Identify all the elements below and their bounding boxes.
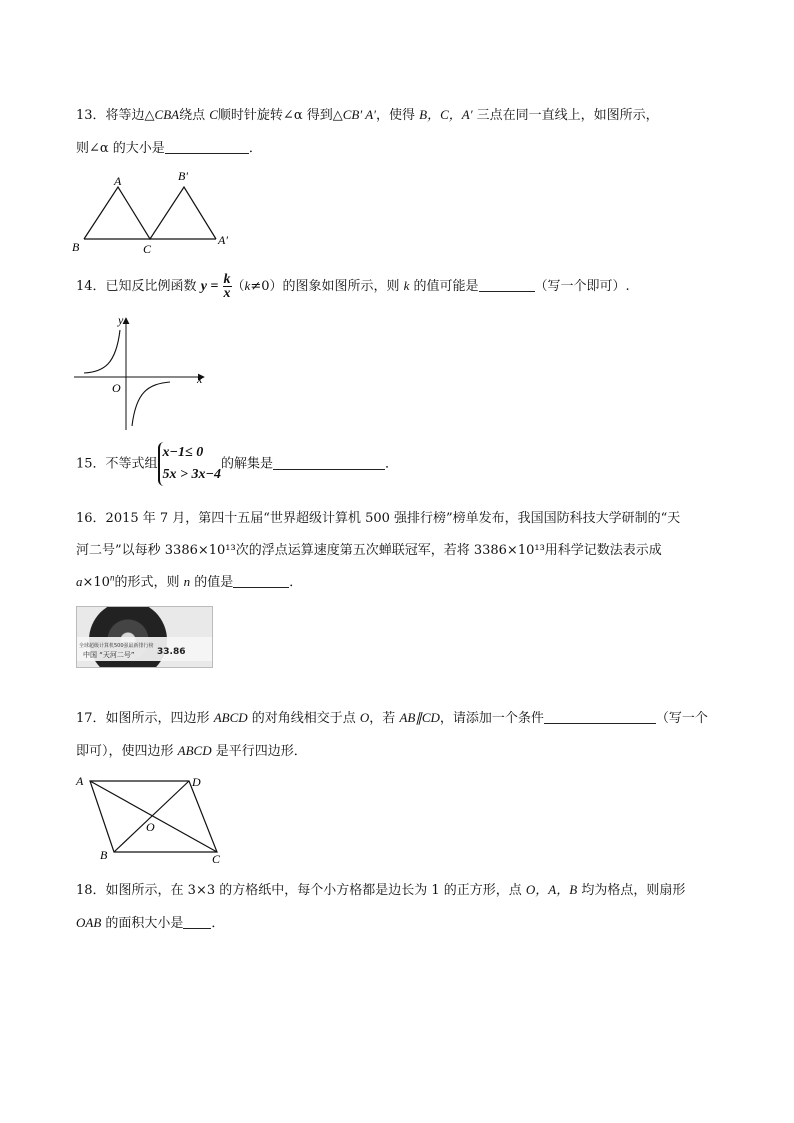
q17-figure — [66, 770, 240, 866]
q14-text: ≠0）的图象如图所示，则 — [250, 279, 404, 294]
q18-line2 — [76, 912, 224, 931]
q18-text: 均为格点，则扇形 — [577, 883, 686, 898]
q18-sector-name: OAB — [76, 915, 102, 930]
q13-label-c: C — [143, 242, 152, 256]
q17-label-a: A — [76, 774, 84, 788]
q16-text: ×10 — [82, 575, 110, 590]
q16-supercomputer-photo — [76, 606, 213, 668]
q14-curve-lower — [132, 382, 170, 426]
q13-text: 13．将等边△ — [76, 108, 155, 123]
q17-quadrilateral: ABCD — [213, 710, 248, 725]
q14-denominator: x — [223, 286, 231, 301]
q13-point-c: C — [209, 107, 218, 122]
q13-figure — [66, 166, 242, 256]
q17-text: 的对角线相交于点 — [247, 711, 360, 726]
q13-text: 三点在同一直线上，如图所示， — [472, 108, 659, 123]
q15-inequality-2: 5x > 3x−4 — [162, 467, 222, 482]
q13-label-a: A — [114, 174, 122, 188]
q13-line2 — [76, 137, 262, 156]
q16-text: 的形式，则 — [114, 575, 184, 590]
q14-line — [76, 271, 630, 302]
q14-label-x: x — [197, 372, 203, 386]
q15-inequality-system — [158, 442, 221, 486]
q15-inequality-1: x−1≤ 0 — [162, 445, 204, 460]
q13-label-b: B — [72, 240, 80, 254]
q18-text: 18．如图所示，在 3×3 的方格纸中，每个小方格都是边长为 1 的正方形，点 — [76, 883, 526, 898]
q13-text: 则∠α 的大小是 — [76, 141, 165, 156]
q18-text: 的面积大小是 — [101, 916, 184, 931]
q16-text: ． — [289, 575, 303, 590]
q16-photo-caption-small: 全球超级计算机500强最新排行榜 — [79, 643, 154, 649]
q17-text: ，若 — [369, 711, 400, 726]
q17-text: 即可），使四边形 — [76, 744, 178, 759]
q17-text: 17．如图所示，四边形 — [76, 711, 214, 726]
q13-text: 绕点 — [179, 108, 210, 123]
q17-point-o: O — [359, 710, 370, 725]
q16-line1: 16．2015 年 7 月，第四十五届“世界超级计算机 500 强排行榜”榜单发布，我国国防科技大学研制的“天 — [76, 511, 681, 526]
q17-text: ，请添加一个条件 — [439, 711, 544, 726]
q16-exponent-n: n — [109, 572, 115, 583]
q16-line3 — [76, 571, 302, 590]
q15-text: 15．不等式组 — [76, 456, 158, 472]
q16-photo-banner — [77, 637, 212, 661]
q18-answer-blank[interactable] — [183, 915, 211, 929]
q16-photo-caption-main: 中国 “天河二号” — [83, 651, 135, 659]
q14-text: （ — [231, 279, 245, 294]
q14-answer-blank[interactable] — [479, 278, 535, 292]
q14-function-lhs: y = — [200, 279, 219, 294]
q14-text: 14．已知反比例函数 — [76, 279, 201, 294]
q14-text: 的值可能是 — [409, 279, 479, 294]
q17-text: 是平行四边形． — [211, 744, 307, 759]
q17-label-b: B — [100, 848, 108, 862]
q13-label-a-prime: A′ — [218, 233, 228, 247]
q17-answer-blank[interactable] — [544, 710, 656, 724]
q15-text: ． — [385, 456, 399, 472]
q14-label-o: O — [112, 381, 121, 395]
q18-line1 — [76, 879, 685, 898]
q15-answer-blank[interactable] — [273, 456, 385, 470]
q13-text: 顺时针旋转∠α 得到△ — [217, 108, 343, 123]
q15-text: 的解集是 — [221, 456, 274, 472]
q14-k: k — [244, 278, 251, 293]
q17-diagonal-ac — [90, 781, 217, 852]
q14-curve-upper — [84, 330, 120, 373]
q13-triangle-name: CBA — [154, 107, 180, 122]
q17-line1 — [76, 707, 708, 726]
q17-parallel-condition: AB∥CD — [399, 710, 440, 725]
q16-photo-caption-number: 33.86 — [157, 647, 186, 657]
q13-text: ． — [248, 141, 262, 156]
q16-text: 的值是 — [190, 575, 234, 590]
q17-quadrilateral: ABCD — [177, 743, 212, 758]
q16-n: n — [183, 574, 191, 589]
q14-numerator: k — [223, 272, 231, 287]
q14-text: （写一个即可）. — [534, 279, 630, 294]
q17-diagonal-bd — [114, 781, 189, 852]
q18-text: ． — [211, 916, 225, 931]
q14-fraction — [223, 273, 232, 300]
q17-label-o: O — [146, 820, 155, 834]
q13-text: ，使得 — [376, 108, 420, 123]
q16-answer-blank[interactable] — [233, 574, 289, 588]
q14-figure — [66, 312, 216, 434]
q13-points: B，C，A′ — [419, 107, 473, 122]
q17-label-c: C — [212, 852, 221, 866]
q17-label-d: D — [192, 775, 201, 789]
q13-label-b-prime: B′ — [178, 169, 188, 183]
q14-k: k — [403, 278, 410, 293]
q16-line2: 河二号”以每秒 3386×10¹³次的浮点运算速度第五次蝉联冠军，若将 3386×10¹³用科学记数法表示成 — [76, 543, 662, 558]
q16-a: a — [76, 574, 83, 589]
q13-line1 — [76, 104, 659, 123]
q14-label-y: y — [118, 313, 124, 327]
q13-answer-blank[interactable] — [165, 140, 249, 154]
q17-line2 — [76, 740, 307, 759]
q18-points: O，A，B — [525, 882, 578, 897]
q13-rotated-triangle: CB′ A′ — [342, 107, 376, 122]
q17-text: （写一个 — [655, 711, 708, 726]
q15-line — [76, 442, 398, 486]
